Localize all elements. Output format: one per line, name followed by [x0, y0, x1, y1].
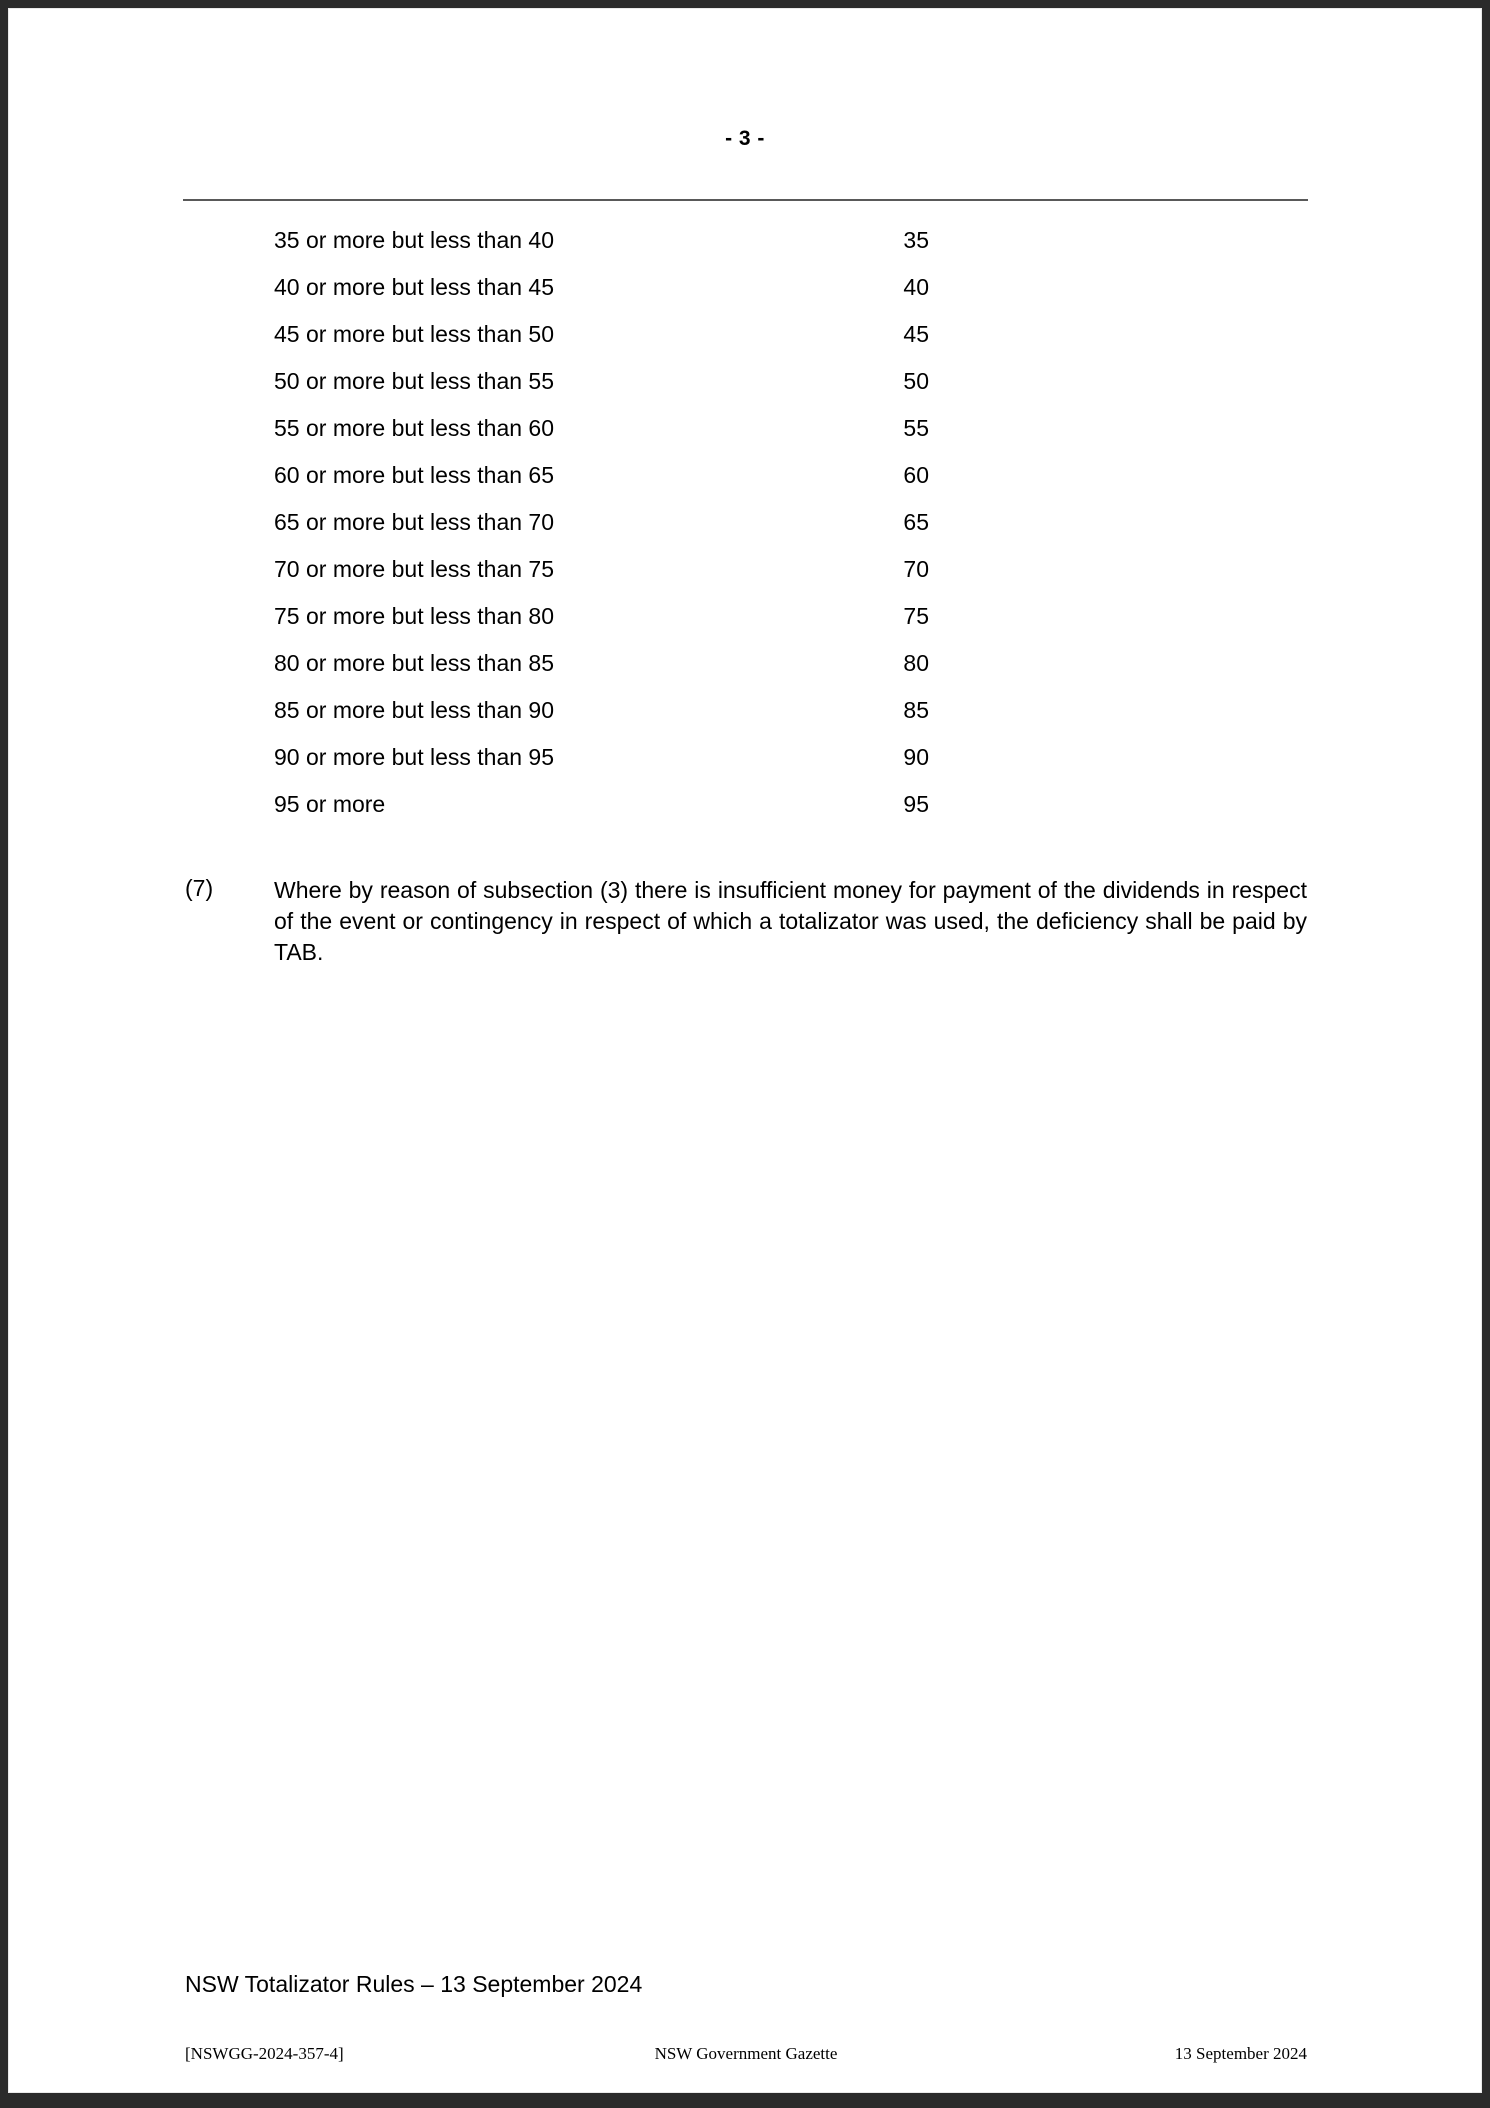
bracket-range-cell: 75 or more but less than 80	[274, 603, 554, 629]
bracket-value-cell: 50	[903, 368, 929, 394]
table-row	[9, 593, 1481, 640]
table-row	[9, 499, 1481, 546]
table-row	[9, 358, 1481, 405]
bracket-value-cell: 70	[903, 556, 929, 582]
table-row	[9, 311, 1481, 358]
bracket-value-cell: 85	[903, 697, 929, 723]
table-row	[9, 546, 1481, 593]
table-row	[9, 405, 1481, 452]
bracket-range-cell: 90 or more but less than 95	[274, 744, 554, 770]
bracket-value-cell: 40	[903, 274, 929, 300]
table-row	[9, 452, 1481, 499]
table-row	[9, 640, 1481, 687]
clause-text: Where by reason of subsection (3) there is insufficient money for payment of the dividends in respect of the event or contingency in respect of which a totalizator was used, the deficiency shall be paid by TAB.	[274, 877, 1307, 965]
clause-number: (7)	[185, 875, 214, 901]
page-sheet	[9, 9, 1481, 2092]
bracket-range-cell: 55 or more but less than 60	[274, 415, 554, 441]
header-divider	[183, 199, 1308, 201]
bracket-range-cell: 60 or more but less than 65	[274, 462, 554, 488]
table-row	[9, 687, 1481, 734]
gazette-reference: [NSWGG-2024-357-4]	[185, 2044, 344, 2063]
bracket-range-cell: 45 or more but less than 50	[274, 321, 554, 347]
bracket-range-cell: 50 or more but less than 55	[274, 368, 554, 394]
bracket-value-cell: 75	[903, 603, 929, 629]
table-row	[9, 264, 1481, 311]
dividend-bracket-table	[9, 217, 1481, 828]
bracket-value-cell: 60	[903, 462, 929, 488]
bracket-range-cell: 65 or more but less than 70	[274, 509, 554, 535]
gazette-publication: NSW Government Gazette	[654, 2044, 838, 2063]
page-header	[9, 9, 1481, 209]
bracket-value-cell: 65	[903, 509, 929, 535]
page-number: - 3 -	[725, 127, 765, 150]
bracket-value-cell: 90	[903, 744, 929, 770]
bracket-range-cell: 40 or more but less than 45	[274, 274, 554, 300]
bracket-value-cell: 80	[903, 650, 929, 676]
table-row	[9, 781, 1481, 828]
table-row	[9, 734, 1481, 781]
bracket-range-cell: 85 or more but less than 90	[274, 697, 554, 723]
bracket-value-cell: 95	[903, 791, 929, 817]
bracket-range-cell: 95 or more	[274, 791, 386, 817]
bracket-value-cell: 45	[903, 321, 929, 347]
bracket-range-cell: 35 or more but less than 40	[274, 227, 554, 253]
document-footer-title: NSW Totalizator Rules – 13 September 2024	[185, 1971, 643, 1997]
bracket-range-cell: 70 or more but less than 75	[274, 556, 554, 582]
bracket-range-cell: 80 or more but less than 85	[274, 650, 554, 676]
bracket-value-cell: 55	[903, 415, 929, 441]
gazette-footer	[185, 2044, 1307, 2068]
table-row	[9, 217, 1481, 264]
bracket-value-cell: 35	[903, 227, 929, 253]
gazette-date: 13 September 2024	[1174, 2044, 1307, 2063]
